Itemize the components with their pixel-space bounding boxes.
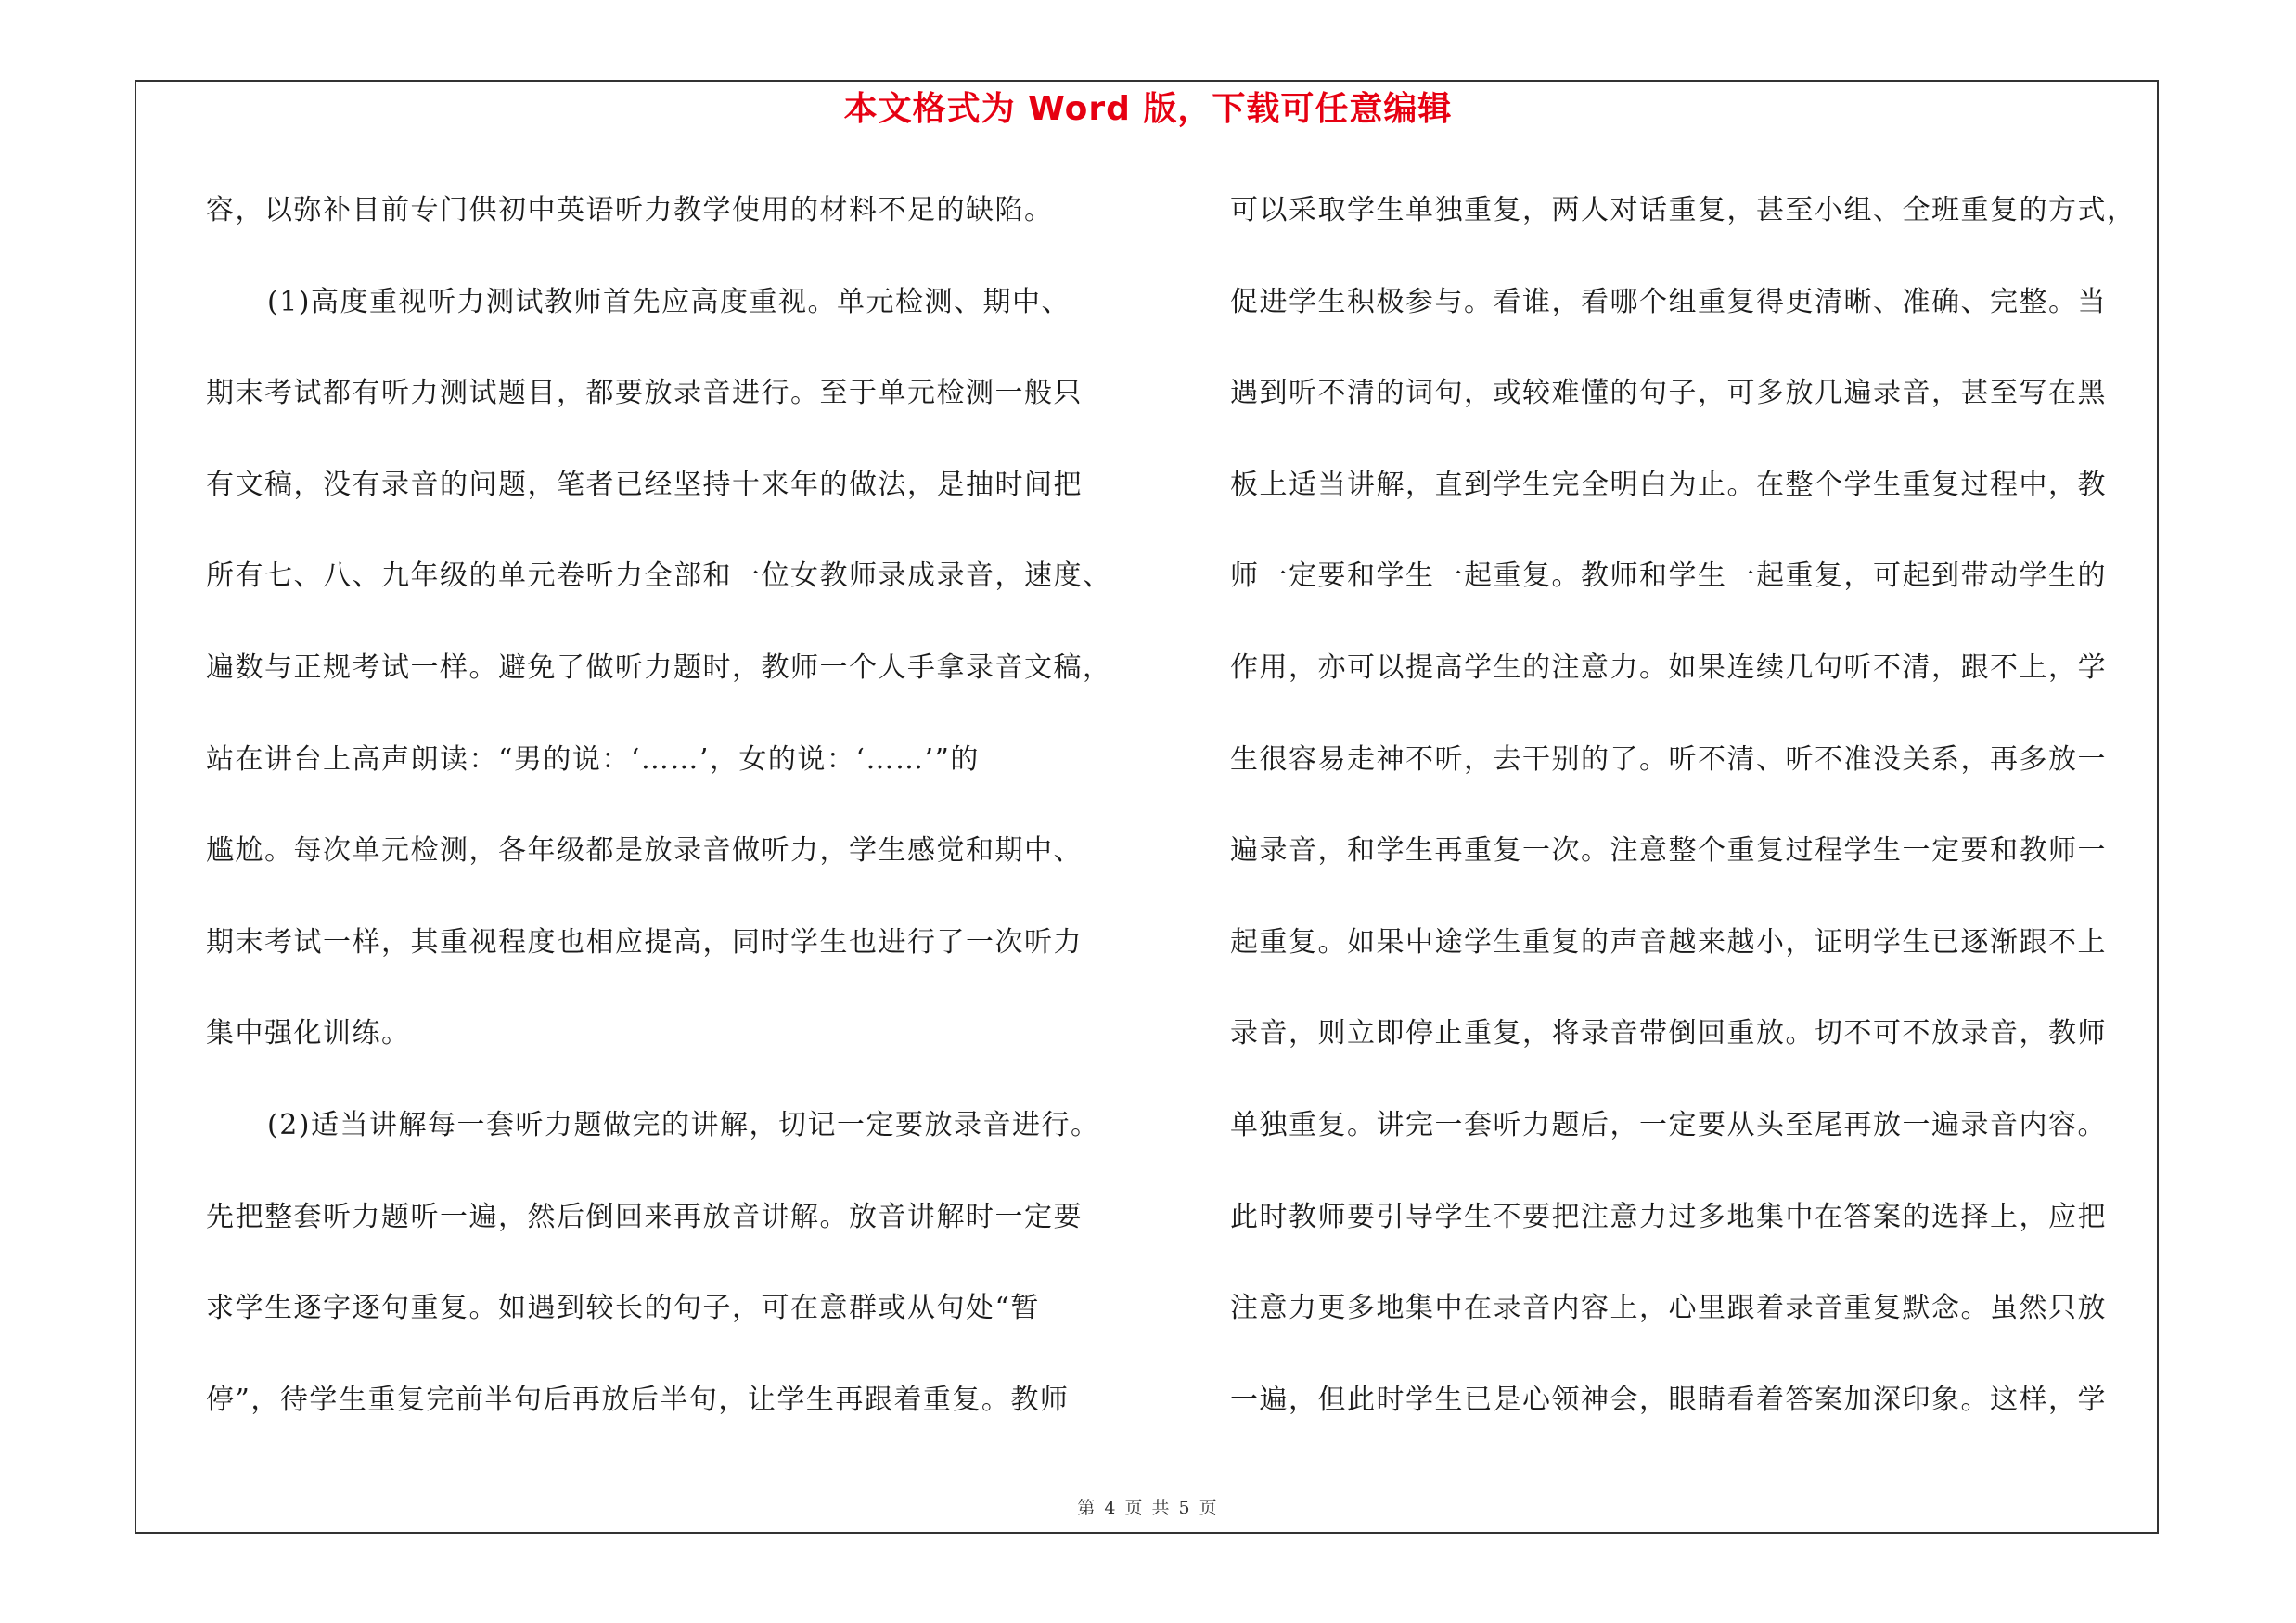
text-line: 生很容易走神不听，去干别的了。听不清、听不准没关系，再多放一 [1230, 742, 2107, 776]
text-line: 求学生逐字逐句重复。如遇到较长的句子，可在意群或从句处“暂 [206, 1292, 1040, 1325]
text-line: 板上适当讲解，直到学生完全明白为止。在整个学生重复过程中，教 [1230, 468, 2107, 501]
text-line: 注意力更多地集中在录音内容上，心里跟着录音重复默念。虽然只放 [1230, 1292, 2107, 1325]
text-line: 促进学生积极参与。看谁，看哪个组重复得更清晰、准确、完整。当 [1230, 285, 2107, 318]
text-line: 停”，待学生重复完前半句后再放后半句，让学生再跟着重复。教师 [206, 1383, 1070, 1416]
left-text-column [206, 181, 1124, 1462]
text-line: 尴尬。每次单元检测，各年级都是放录音做听力，学生感觉和期中、 [206, 834, 1083, 868]
text-line: 有文稿，没有录音的问题，笔者已经坚持十来年的做法，是抽时间把 [206, 468, 1083, 501]
text-line: 容，以弥补目前专门供初中英语听力教学使用的材料不足的缺陷。 [206, 194, 1054, 226]
text-line: 期末考试都有听力测试题目，都要放录音进行。至于单元检测一般只 [206, 377, 1083, 410]
text-line: 所有七、八、九年级的单元卷听力全部和一位女教师录成录音，速度、 [206, 560, 1112, 593]
text-line: 此时教师要引导学生不要把注意力过多地集中在答案的选择上，应把 [1230, 1200, 2107, 1233]
text-line: 师一定要和学生一起重复。教师和学生一起重复，可起到带动学生的 [1230, 560, 2107, 593]
text-line: 一遍，但此时学生已是心领神会，眼睛看着答案加深印象。这样，学 [1230, 1383, 2107, 1416]
text-line: 遍数与正规考试一样。避免了做听力题时，教师一个人手拿录音文稿， [206, 650, 1112, 684]
text-line: 遍录音，和学生再重复一次。注意整个重复过程学生一定要和教师一 [1230, 834, 2107, 868]
text-line: 先把整套听力题听一遍，然后倒回来再放音讲解。放音讲解时一定要 [206, 1200, 1083, 1233]
text-line: 遇到听不清的词句，或较难懂的句子，可多放几遍录音，甚至写在黑 [1230, 377, 2107, 410]
text-line: 集中强化训练。 [206, 1017, 411, 1050]
text-line: 单独重复。讲完一套听力题后，一定要从头至尾再放一遍录音内容。 [1230, 1108, 2107, 1141]
text-line: (1)高度重视听力测试教师首先应高度重视。单元检测、期中、 [267, 285, 1071, 318]
text-line: 站在讲台上高声朗读：“男的说：‘……’，女的说：‘……’”的 [206, 742, 980, 776]
text-line: 期末考试一样，其重视程度也相应提高，同时学生也进行了一次听力 [206, 925, 1083, 959]
text-line: 录音，则立即停止重复，将录音带倒回重放。切不可不放录音，教师 [1230, 1017, 2107, 1050]
text-line: 作用，亦可以提高学生的注意力。如果连续几句听不清，跟不上，学 [1230, 650, 2107, 684]
page-number: 第 4 页 共 5 页 [1077, 1498, 1219, 1518]
right-text-column [1230, 181, 2148, 1462]
text-line: (2)适当讲解每一套听力题做完的讲解，切记一定要放录音进行。 [267, 1108, 1100, 1141]
format-banner: 本文格式为 Word 版，下载可任意编辑 [843, 90, 1453, 128]
text-line: 可以采取学生单独重复，两人对话重复，甚至小组、全班重复的方式， [1230, 194, 2136, 226]
text-line: 起重复。如果中途学生重复的声音越来越小，证明学生已逐渐跟不上 [1230, 925, 2107, 959]
